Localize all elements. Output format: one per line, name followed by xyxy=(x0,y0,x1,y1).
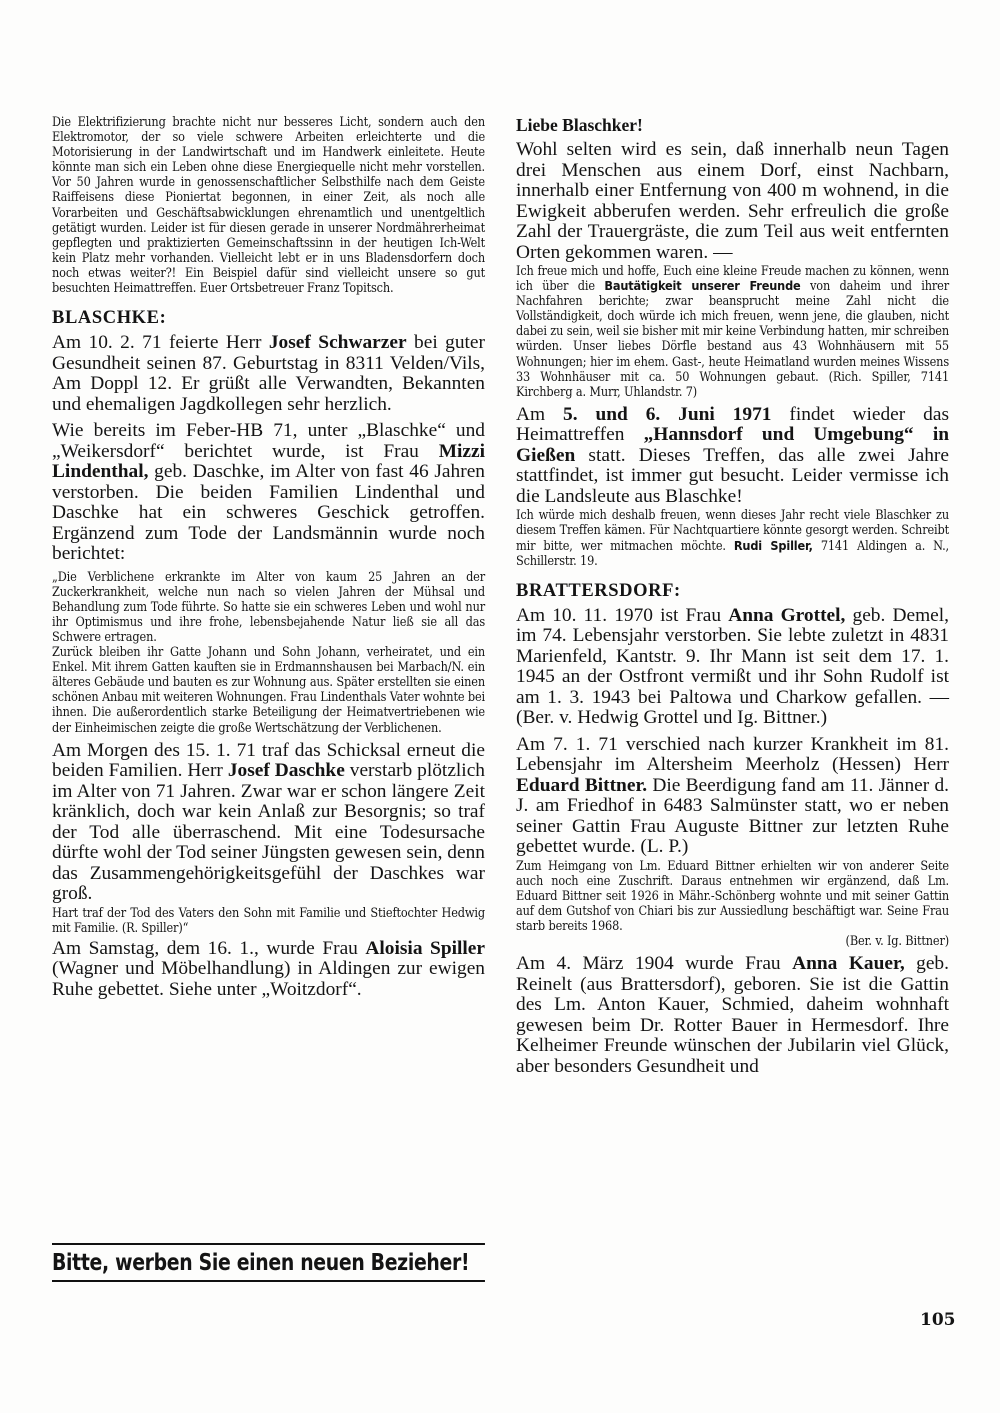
section-heading-blaschke: BLASCHKE: xyxy=(52,308,167,329)
text: Die Beerdigung fand am 11. Jänner d. J. am Friedhof in 6483 Salmünster statt, wo er neben seiner Gattin Frau Auguste Bittner zur letzten Ruhe gebettet wurde. (L. P.) xyxy=(516,774,949,858)
text: (Wagner und Möbelhandlung) in Aldingen zur ewigen Ruhe gebettet. Siehe unter „Woitzdorf“. xyxy=(52,958,485,1000)
text: Wie bereits im Feber-HB 71, unter „Blaschke“ und „Weikersdorf“ berichtet wurde, ist Frau xyxy=(52,420,485,462)
article-bittner xyxy=(516,735,949,858)
text: von daheim und ihrer Nachfahren berichte; zwar beansprucht meine Zahl nicht die Vollständigkeit, doch würde ich mich freuen, wenn jene, die glauben, nicht dabei zu sein, weil sie bisher mit mir keine Verbindung hatten, mir schreiben würden. Unser liebes Dörfle bestand aus 43 Wohnhäusern mit 55 Wohnungen; hier im ehem. Gast-, heute Heimatland wurden meines Wissens 33 Wohnhäuser mit ca. 50 Wohnungen gebaut. (Rich. Spiller, 7141 Kirchberg a. Murr, Uhlandstr. 7) xyxy=(516,278,950,399)
text: Am 4. März 1904 wurde Frau xyxy=(516,953,793,975)
text: Am 10. 11. 1970 ist Frau xyxy=(516,604,729,626)
right-column xyxy=(516,114,949,1077)
letter-paragraph: Wohl selten wird es sein, daß innerhalb neun Tagen drei Menschen aus einem Dorf, einst Nachbarn, innerhalb einer Entfernung von 400 m wohnend, in die Ewigkeit abberufen werden. Sehr erfreulich die große Zahl der Trauergräste, die zum Teil aus weit entfernten Orten gekommen waren. — xyxy=(516,139,949,263)
person-name: Mizzi Lindenthal, xyxy=(52,440,485,483)
text: 7141 Aldingen a. N., Schillerstr. 19. xyxy=(516,537,949,568)
person-name: Josef Schwarzer xyxy=(268,332,407,354)
bold-phrase: Bautätigkeit unserer Freunde xyxy=(604,278,801,294)
text: bei guter Gesundheit seinen 87. Geburtstag in 8311 Velden/Vils, Am Doppl 12. Er grüßt alle Verwandten, Bekannten und ehemaligen Jagdkollegen sehr herzlich. xyxy=(52,332,485,415)
person-name: Anna Kauer, xyxy=(792,953,905,975)
text: geb. Reinelt (aus Brattersdorf), geboren. Sie ist die Gattin des Lm. Anton Kauer, Schmied, daheim wohnhaft gewesen beim Dr. Rotter Bauer in Hermesdorf. Ihre Kelheimer Freunde wünschen der Jubilarin viel Glück, aber besonders Gesundheit und xyxy=(516,953,949,1077)
text: geb. Daschke, im Alter von fast 46 Jahren verstorben. Die beiden Familien Lindenthal und Daschke hat ein schweres Geschick getroffen. Ergänzend zum Tode der Landsmännin wurde noch berichtet: xyxy=(52,461,485,565)
meeting-date: 5. und 6. Juni 1971 xyxy=(563,403,772,425)
letter-heading: Liebe Blaschker! xyxy=(516,115,643,135)
text: verstarb plötzlich im Alter von 71 Jahren. Zwar war er schon längere Zeit kränklich, doch war kein Anlaß zur Besorgnis; so traf der Tod alle überraschend. Mit eine Todesursache dürfte wohl der Tod seiner Jüngsten gewesen sein, denn das Zusammengehörigkeitsgefühl der Daschkes war groß. xyxy=(52,760,486,905)
article-daschke xyxy=(52,741,485,905)
person-name: Anna Grottel, xyxy=(728,604,846,626)
contact-name: Rudi Spiller, xyxy=(733,537,813,553)
article-schwarzer xyxy=(52,333,485,415)
text: Am 10. 2. 71 feierte Herr xyxy=(52,332,269,354)
quote-paragraph-3: Hart traf der Tod des Vaters den Sohn mit Familie und Stieftochter Hedwig mit Familie. (R. Spiller)“ xyxy=(52,904,485,935)
bittner-supplement: Zum Heimgang von Lm. Eduard Bittner erhielten wir von anderer Seite auch noch eine Zuschrift. Daraus entnehmen wir ergänzend, daß Lm. Eduard Bittner seit 1926 in Mähr.-Schönberg wohnte und mit seiner Gattin auf dem Gutshof von Chiari bis zur Aussiedlung beschäftigt war. Seine Frau starb bereits 1968. xyxy=(516,857,949,934)
meeting-announcement xyxy=(516,405,949,508)
text: Ich würde mich deshalb freuen, wenn dieses Jahr recht viele Blaschker zu diesem Treffen kämen. Für Nachtquartiere könnte gesorgt werden. Schreibt mir bitte, wer mitmachen möchte. xyxy=(516,507,949,553)
person-name: Eduard Bittner. xyxy=(516,774,648,796)
construction-paragraph xyxy=(516,263,949,399)
intro-paragraph: Die Elektrifizierung brachte nicht nur besseres Licht, sondern auch den Elektromotor, der so viele schwere Arbeiten erleichterte und die Motorisierung in der Landwirtschaft und im Handwerk einleitete. Heute könnte man sich ein Leben ohne diese Energiequelle nicht mehr vorstellen. Vor 50 Jahren wurde in genossenschaftlicher Selbsthilfe nach dem Geiste Raiffeisens diese Pioniertat begonnen, in einer Zeit, als noch alle Vorarbeiten und Geschäftsabwicklungen ehrenamtlich und unentgeltlich getätigt wurden. Leider ist für diesen gerade in unserer Nordmährerheimat gepflegten und praktizierten Gemeinschaftssinn in der heutigen Ich-Welt kein Platz mehr vorhanden. Vielleicht lebt er in uns Bladensdorfern doch noch etwas weiter?! Ein Beispiel dafür sind vielleicht unsere so gut besuchten Heimattreffen. Euer Ortsbetreuer Franz Topitsch. xyxy=(52,114,485,296)
text: Am Samstag, dem 16. 1., wurde Frau xyxy=(52,937,366,959)
bittner-credit: (Ber. v. Ig. Bittner) xyxy=(845,933,949,949)
person-name: Josef Daschke xyxy=(227,760,345,782)
article-lindenthal xyxy=(52,421,485,565)
text: Am Morgen des 15. 1. 71 traf das Schicksal erneut die beiden Familien. Herr xyxy=(52,739,485,782)
meeting-name: „Hannsdorf und Umgebung“ in Gießen xyxy=(516,424,949,466)
invite-paragraph xyxy=(516,507,949,567)
text: Ich freue mich und hoffe, Euch eine kleine Freude machen zu können, wenn ich über die xyxy=(516,263,949,294)
article-spiller xyxy=(52,939,485,1001)
text: statt. Dieses Treffen, das alle zwei Jahre stattfindet, ist immer gut besucht. Leider vermisse ich die Landsleute aus Blaschke! xyxy=(516,444,949,507)
article-grottel xyxy=(516,606,949,729)
person-name: Aloisia Spiller xyxy=(365,937,485,959)
quote-paragraph-2: Zurück bleiben ihr Gatte Johann und Sohn Johann, verheiratet, und ein Enkel. Mit ihrem Gatten kauften sie in Erdmannshausen bei Marbach/N. ein älteres Gebäude und bauten es zur Wohnung aus. Später erstellten sie einen schönen Anbau mit weiteren Wohnungen. Frau Lindenthals Vater wohnte bei ihnen. Die außerordentlich starke Beteiligung der Heimatvertriebenen wie der Einheimischen zeigte die große Wertschätzung der Verblichenen. xyxy=(52,644,485,735)
text: Am xyxy=(516,403,563,425)
page-number: 105 xyxy=(920,1310,956,1330)
subscriber-banner: Bitte, werben Sie einen neuen Bezieher! xyxy=(52,1243,485,1282)
text: findet wieder das Heimattreffen xyxy=(516,403,949,446)
article-kauer xyxy=(516,954,949,1077)
quote-paragraph-1: „Die Verblichene erkrankte im Alter von kaum 25 Jahren an der Zuckerkrankheit, welche nun nach so vielen Jahren der Mühsal und Behandlung zum Tode führte. So hatte sie ein schweres Leben und wohl nur ihr Optimismus und ihre frohe, lebensbejahende Natur ließ sie all das Schwere ertragen. xyxy=(52,568,485,644)
text: Am 7. 1. 71 verschied nach kurzer Krankheit im 81. Lebensjahr im Altersheim Meerholz (Hessen) Herr xyxy=(516,733,949,776)
text: geb. Demel, im 74. Lebensjahr verstorben. Sie lebte zuletzt in 4831 Marienfeld, Kantstr. 9. Ihr Mann ist seit dem 17. 1. 1945 an der Ostfront vermißt und ihr Sohn Rudolf ist am 1. 3. 1943 bei Paltowa und Charkow gefallen. — (Ber. v. Hedwig Grottel und Ig. Bittner.) xyxy=(516,604,950,729)
left-column xyxy=(52,114,485,1000)
section-heading-brattersdorf: BRATTERSDORF: xyxy=(516,580,681,601)
